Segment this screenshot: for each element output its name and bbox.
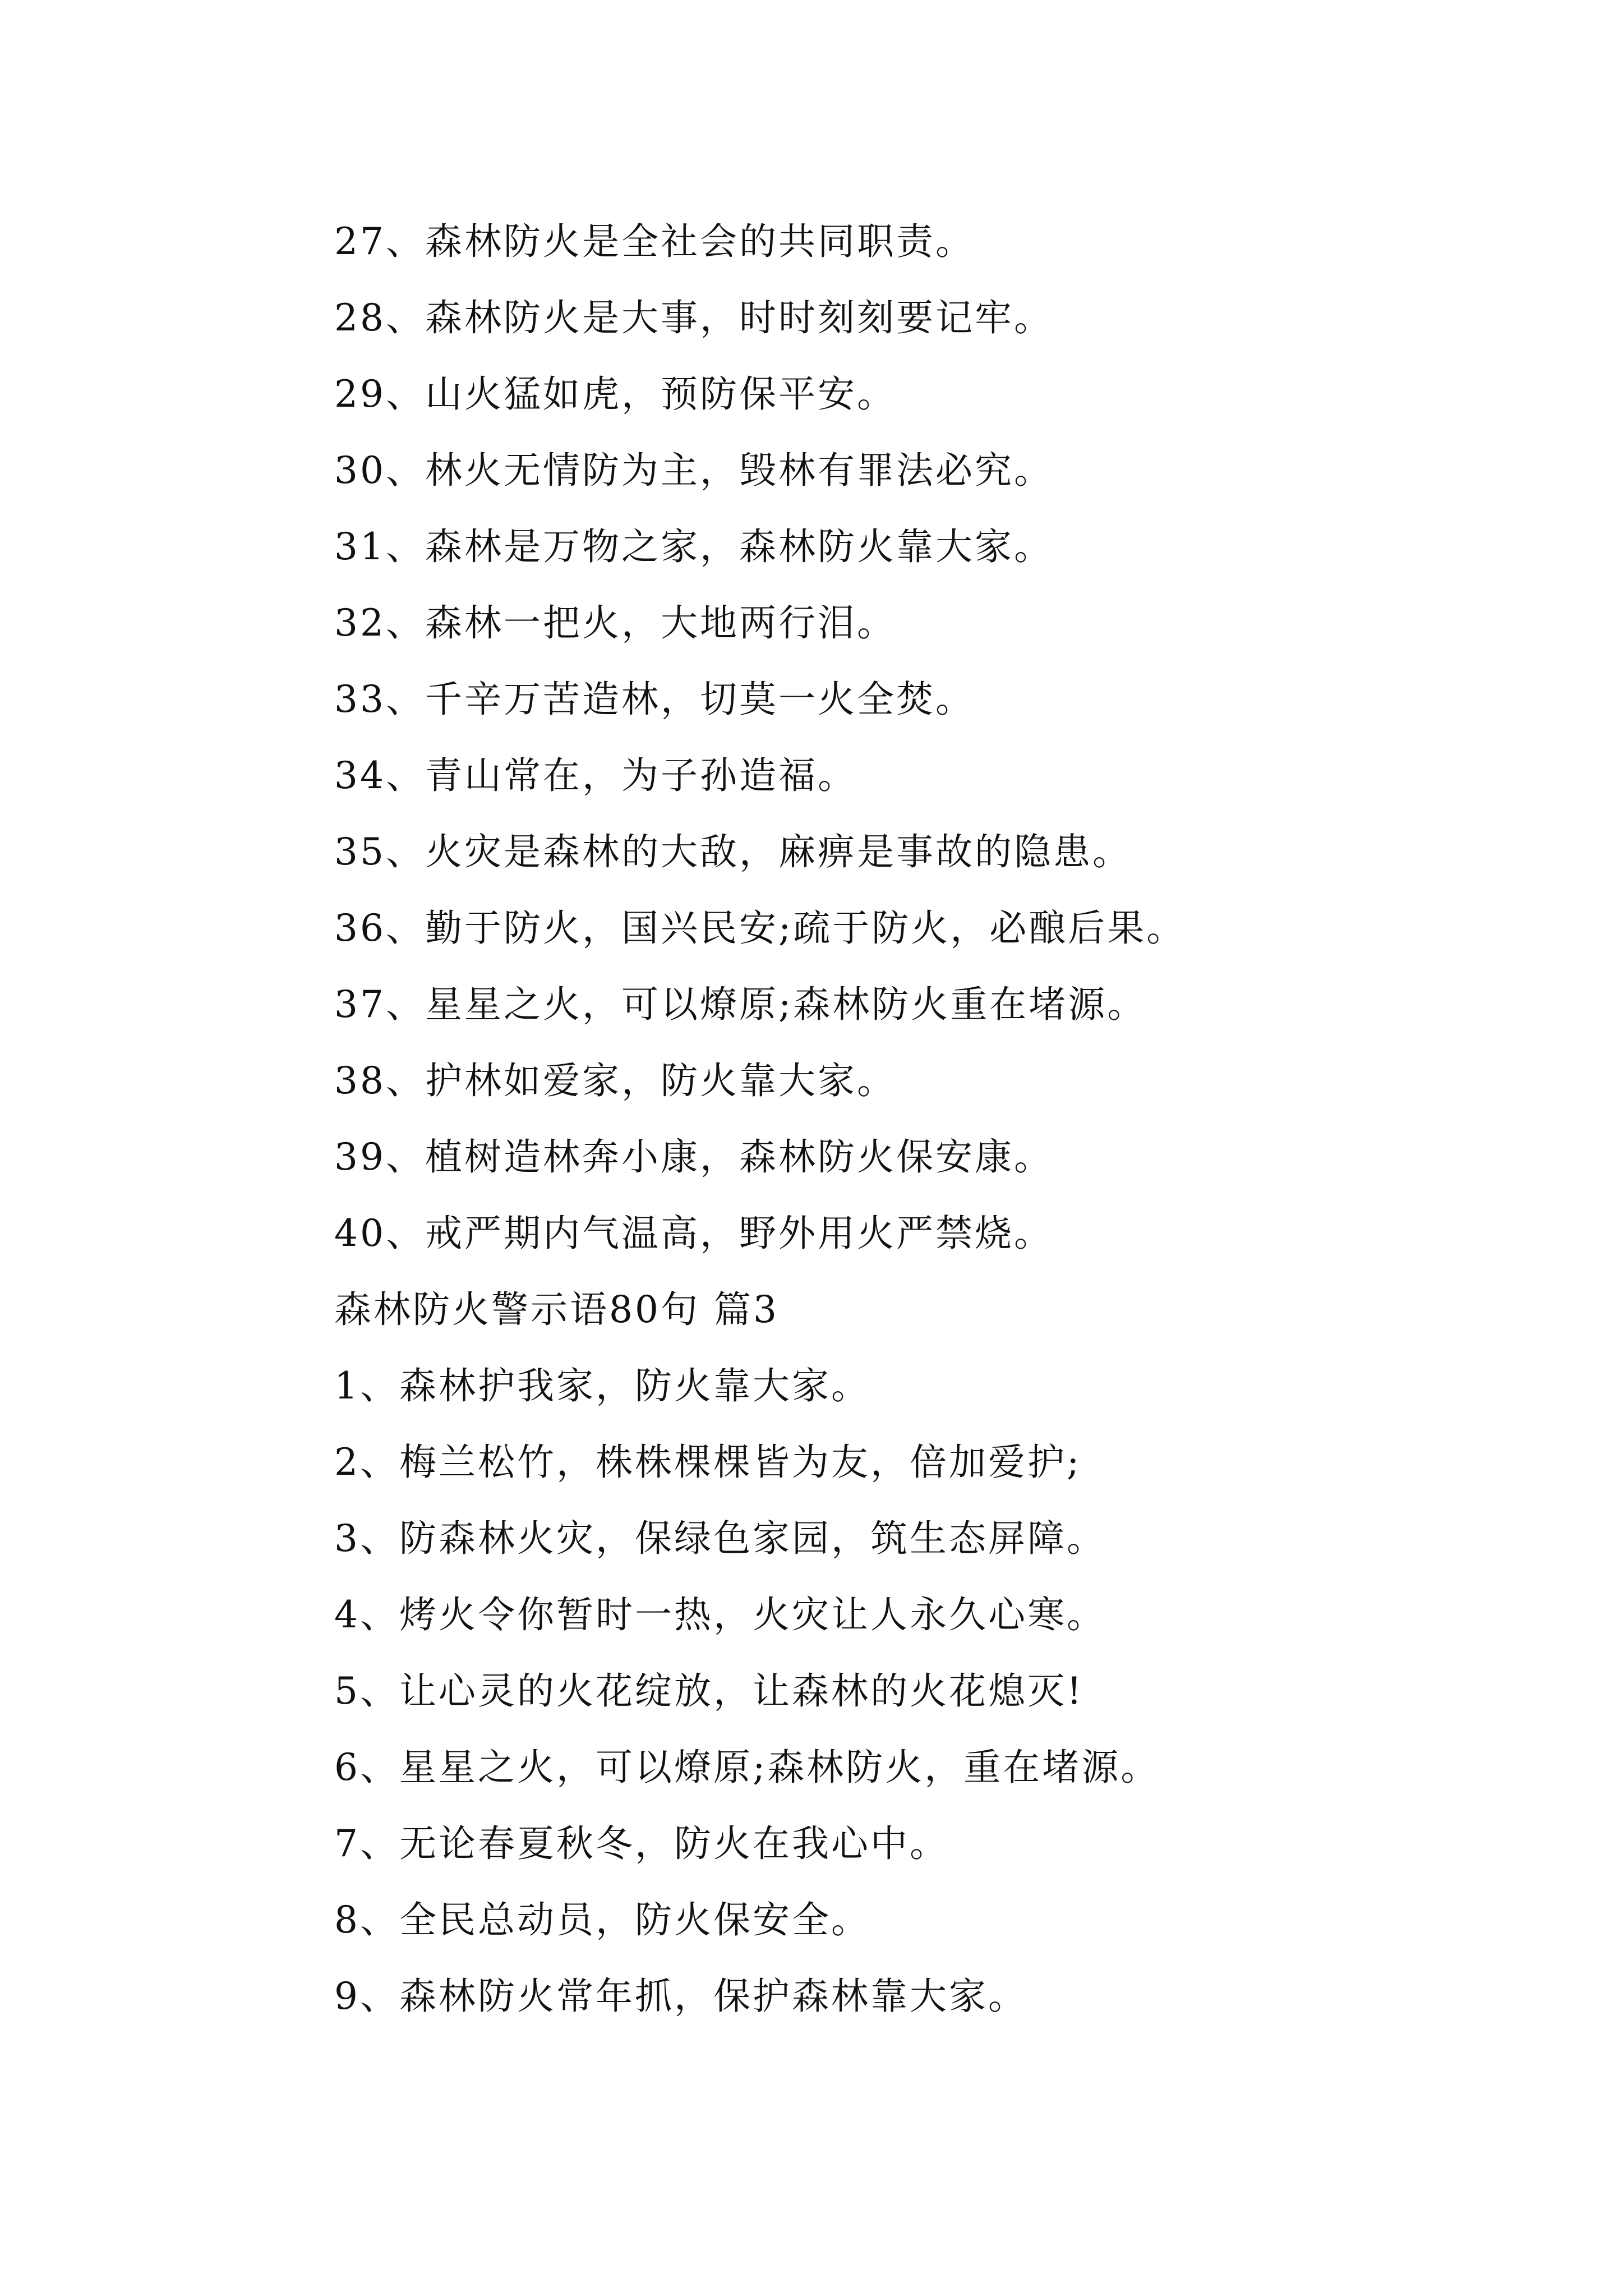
slogan-8: 8、全民总动员，防火保安全。: [334, 1898, 870, 1941]
slogan-38: 38、护林如爱家，防火靠大家。: [334, 1059, 896, 1102]
slogan-2: 2、梅兰松竹，株株棵棵皆为友，倍加爱护;: [334, 1441, 1082, 1484]
slogan-9: 9、森林防火常年抓，保护森林靠大家。: [334, 1975, 1027, 2018]
slogan-4: 4、烤火令你暂时一热，火灾让人永久心寒。: [334, 1593, 1106, 1636]
slogan-39: 39、植树造林奔小康，森林防火保安康。: [334, 1135, 1053, 1179]
slogan-35: 35、火灾是森林的大敌，麻痹是事故的隐患。: [334, 830, 1132, 873]
slogan-40: 40、戒严期内气温高，野外用火严禁烧。: [334, 1212, 1053, 1255]
slogan-31: 31、森林是万物之家，森林防火靠大家。: [334, 525, 1053, 568]
slogan-32: 32、森林一把火，大地两行泪。: [334, 601, 896, 645]
slogan-34: 34、青山常在，为子孙造福。: [334, 754, 857, 797]
slogan-5: 5、让心灵的火花绽放，让森林的火花熄灭!: [334, 1669, 1084, 1713]
slogan-37: 37、星星之火，可以燎原;森林防火重在堵源。: [334, 983, 1147, 1026]
slogan-7: 7、无论春夏秋冬，防火在我心中。: [334, 1822, 949, 1865]
slogan-6: 6、星星之火，可以燎原;森林防火，重在堵源。: [334, 1746, 1160, 1789]
slogan-3: 3、防森林火灾，保绿色家园，筑生态屏障。: [334, 1517, 1106, 1560]
slogan-30: 30、林火无情防为主，毁林有罪法必究。: [334, 449, 1053, 492]
slogan-28: 28、森林防火是大事，时时刻刻要记牢。: [334, 296, 1053, 339]
slogan-29: 29、山火猛如虎，预防保平安。: [334, 372, 896, 416]
slogan-27: 27、森林防火是全社会的共同职责。: [334, 220, 975, 263]
slogan-33: 33、千辛万苦造林，切莫一火全焚。: [334, 678, 975, 721]
section-heading: 森林防火警示语80句 篇3: [334, 1288, 779, 1331]
slogan-1: 1、森林护我家，防火靠大家。: [334, 1364, 870, 1407]
slogan-36: 36、勤于防火，国兴民安;疏于防火，必酿后果。: [334, 907, 1186, 950]
document-body: [334, 214, 1512, 2045]
